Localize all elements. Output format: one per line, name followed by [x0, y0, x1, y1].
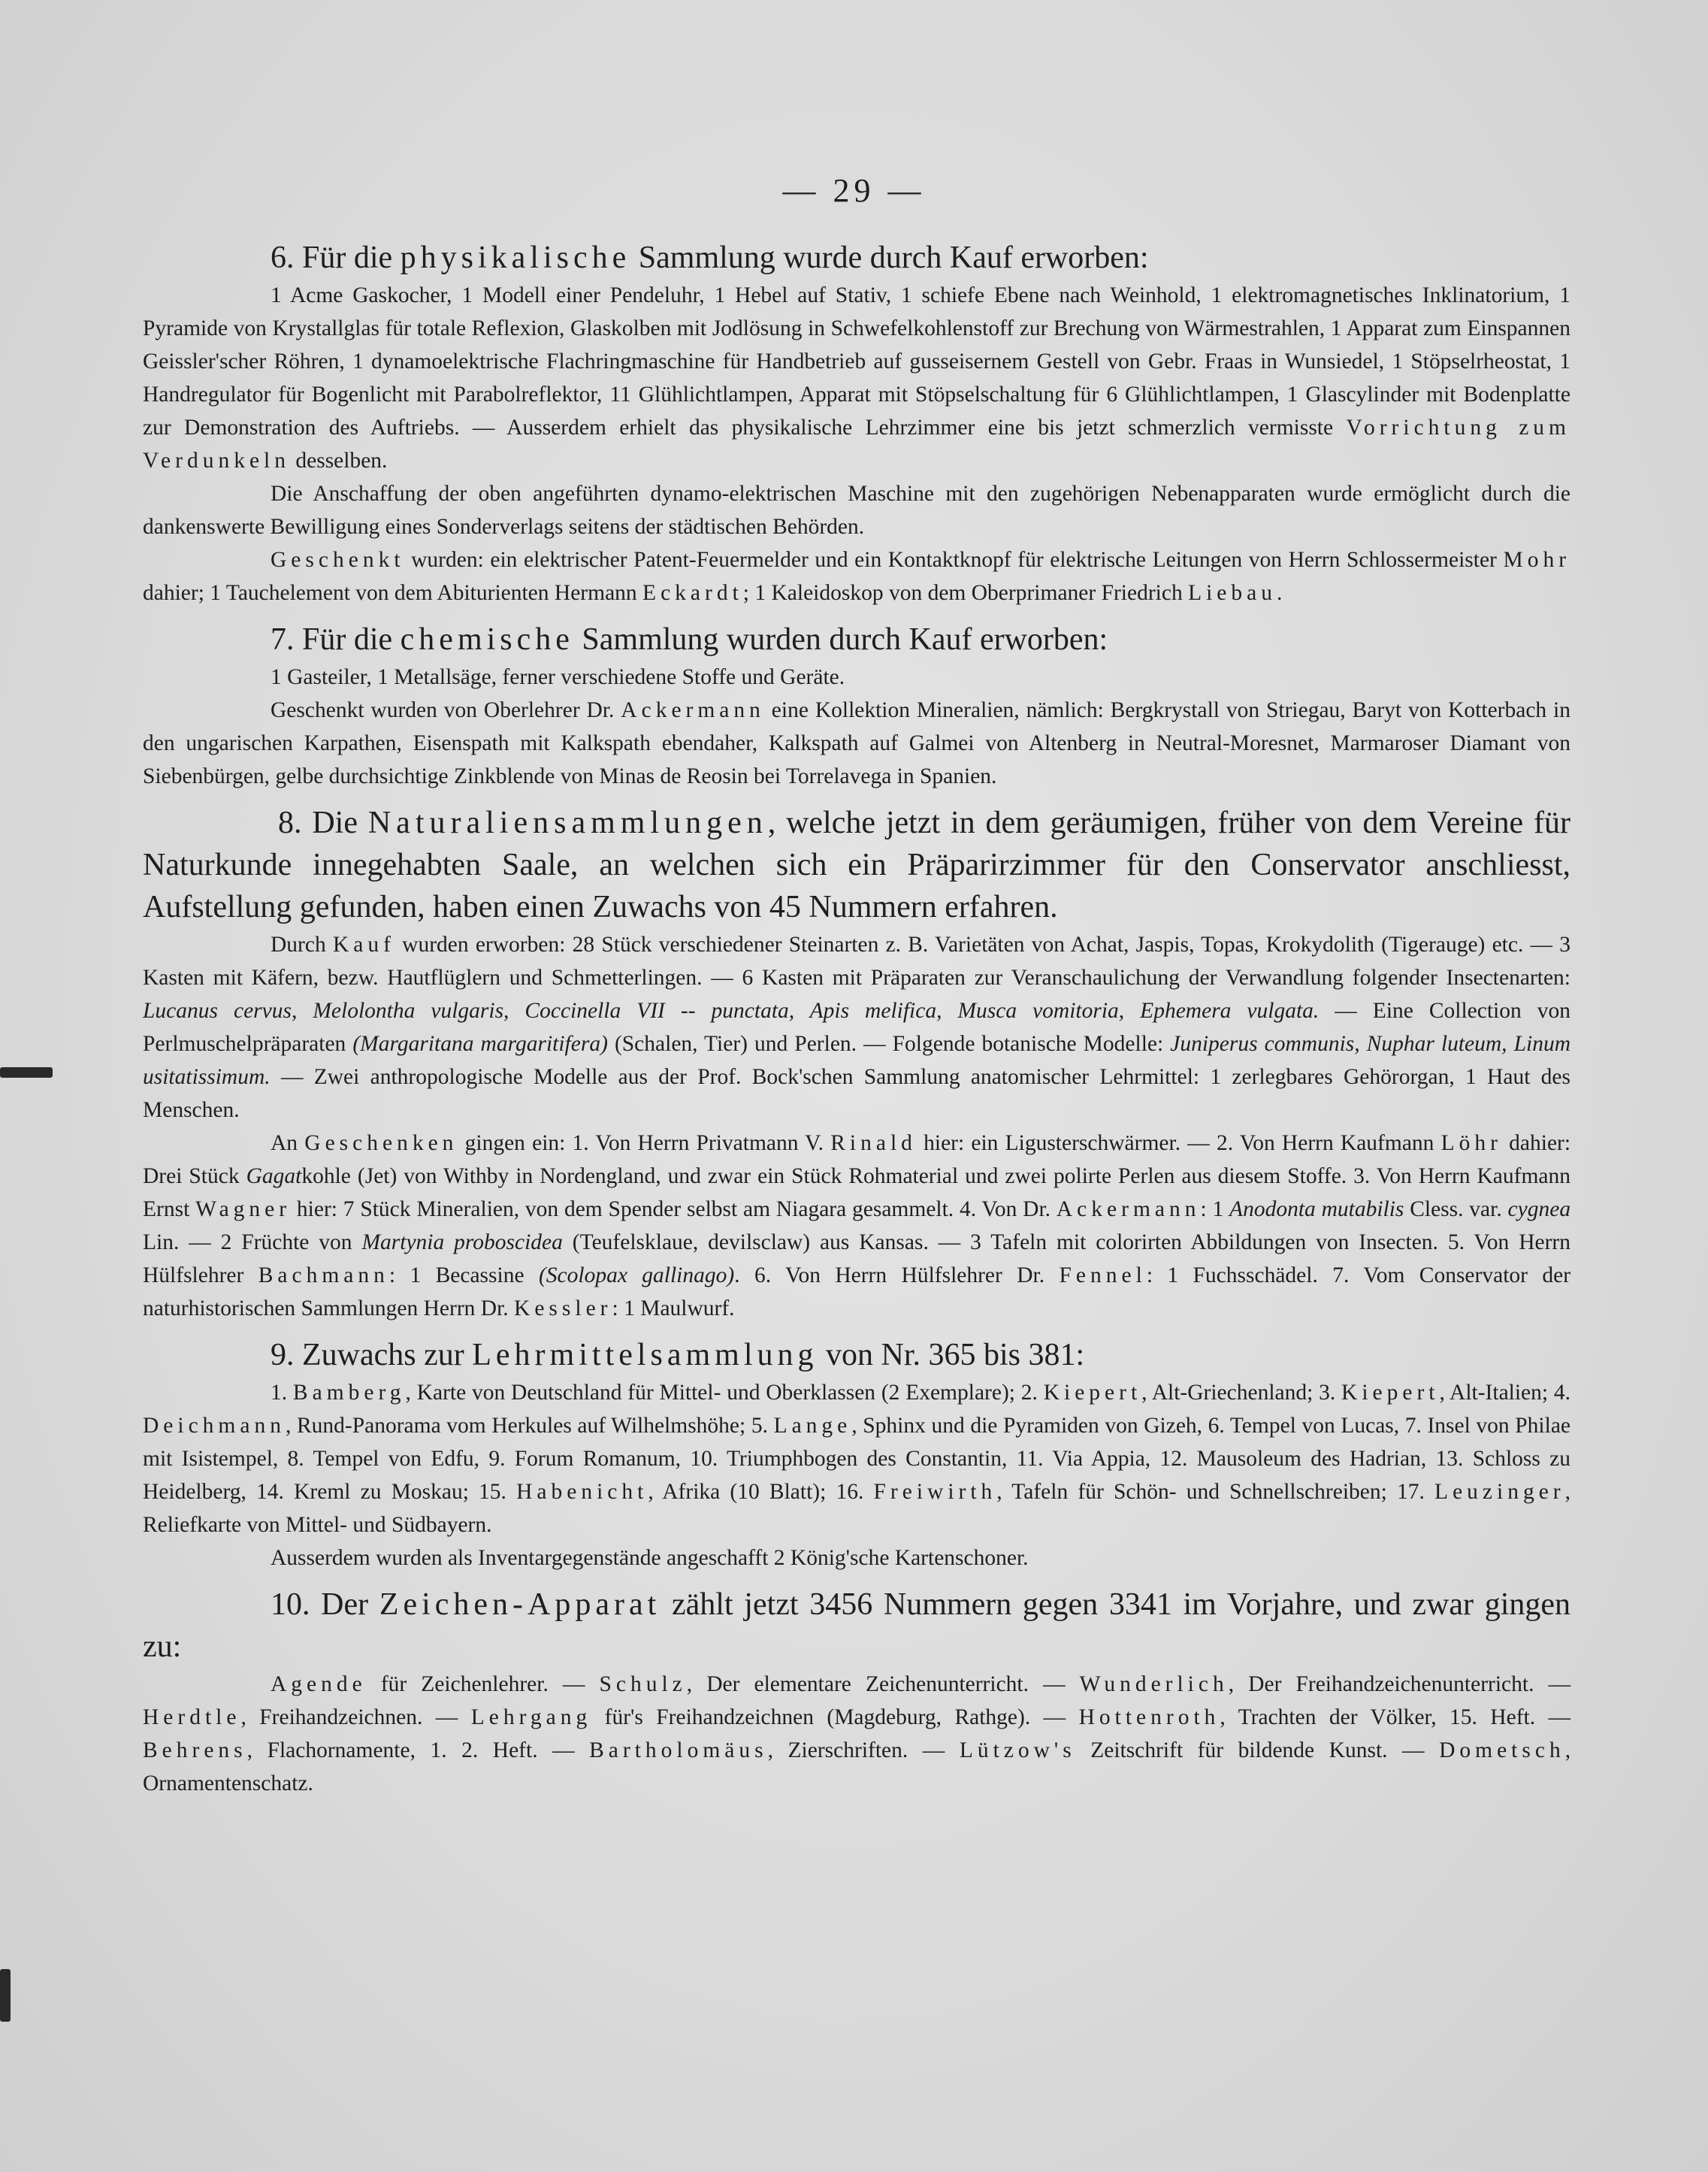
section-6-funding-note: Die Anschaffung der oben angeführten dynamo-elektrischen Maschine mit den zugehörigen Nebenapparaten wurde ermöglicht durch die dankenswerte Bewilligung eines Sonderverlags seitens der städtischen Behörden. — [143, 482, 1570, 539]
section-8-gifts: An Geschenken gingen ein: 1. Von Herrn Privatmann V. Rinald hier: ein Ligusterschwärmer. — 2. Von Herrn Kaufmann Löhr dahier: Drei Stück Gagatkohle (Jet) von Withby in Nordengland, und zwar ein Stück Rohmaterial und zwei polirte Perlen aus diesem Stoffe. 3. Von Herrn Kaufmann Ernst Wagner hier: 7 Stück Mineralien, von dem Spender selbst am Niagara gesammelt. 4. Von Dr. Ackermann: 1 Anodonta mutabilis Cless. var. cygnea Lin. — 2 Früchte von Martynia proboscidea (Teufelsklaue, devilsclaw) aus Kansas. — 3 Tafeln mit colorirten Abbildungen von Insecten. 5. Von Herrn Hülfslehrer Bachmann: 1 Becassine (Scolopax gallinago). 6. Von Herrn Hülfslehrer Dr. Fennel: 1 Fuchsschädel. 7. Vom Conservator der naturhistorischen Sammlungen Herrn Dr. Kessler: 1 Maulwurf. — [143, 1131, 1571, 1320]
section-9-note: Ausserdem wurden als Inventargegenstände angeschafft 2 König'sche Kartenschoner. — [271, 1546, 1029, 1570]
scan-edge-mark-left — [0, 1067, 53, 1078]
section-7-purchases: 1 Gasteiler, 1 Metallsäge, ferner verschiedene Stoffe und Geräte. — [271, 665, 845, 689]
section-6-gifts: Geschenkt wurden: ein elektrischer Patent-Feuermelder und ein Kontaktknopf für elektrische Leitungen von Herrn Schlossermeister Mohr dahier; 1 Tauchelement von dem Abiturienten Hermann Eckardt; 1 Kaleidoskop von dem Oberprimaner Friedrich Liebau. — [143, 548, 1571, 605]
section-7-gifts: Geschenkt wurden von Oberlehrer Dr. Ackermann eine Kollektion Mineralien, nämlich: Bergkrystall von Striegau, Baryt von Kotterbach in den ungarischen Karpathen, Eisenspath mit Kalkspath ebendaher, Kalkspath auf Galmei von Altenberg in Neutral-Moresnet, Marmaroser Diamant von Siebenbürgen, gelbe durchsichtige Zinkblende von Minas de Reosin bei Torrelavega in Spanien. — [143, 698, 1571, 788]
section-9-list: 1. Bamberg, Karte von Deutschland für Mittel- und Oberklassen (2 Exemplare); 2. Kiepert, Alt-Griechenland; 3. Kiepert, Alt-Italien; 4. Deichmann, Rund-Panorama vom Herkules auf Wilhelmshöhe; 5. Lange, Sphinx und die Pyramiden von Gizeh, 6. Tempel von Lucas, 7. Insel von Philae mit Isistempel, 8. Tempel von Edfu, 9. Forum Romanum, 10. Triumphbogen des Constantin, 11. Via Appia, 12. Mausoleum des Hadrian, 13. Schloss zu Heidelberg, 14. Kreml zu Moskau; 15. Habenicht, Afrika (10 Blatt); 16. Freiwirth, Tafeln für Schön- und Schnellschreiben; 17. Leuzinger, Reliefkarte von Mittel- und Südbayern. — [143, 1381, 1571, 1537]
section-10-list: Agende für Zeichenlehrer. — Schulz, Der elementare Zeichenunterricht. — Wunderlich, Der Freihandzeichenunterricht. — Herdtle, Freihandzeichnen. — Lehrgang für's Freihandzeichnen (Magdeburg, Rathge). — Hottenroth, Trachten der Völker, 15. Heft. — Behrens, Flachornamente, 1. 2. Heft. — Bartholomäus, Zierschriften. — Lützow's Zeitschrift für bildende Kunst. — Dometsch, Ornamentenschatz. — [143, 1672, 1571, 1795]
section-9-heading: 9. Zuwachs zur Lehrmittelsammlung von Nr. 365 bis 381: — [271, 1338, 1085, 1372]
section-6-purchases: 1 Acme Gaskocher, 1 Modell einer Pendeluhr, 1 Hebel auf Stativ, 1 schiefe Ebene nach Weinhold, 1 elektromagnetisches Inklinatorium, 1 Pyramide von Krystallglas für totale Reflexion, Glaskolben mit Jodlösung in Schwefelkohlenstoff zur Brechung von Wärmestrahlen, 1 Apparat zum Einspannen Geissler'scher Röhren, 1 dynamoelektrische Flachringmaschine für Handbetrieb auf gusseisernem Gestell von Gebr. Fraas in Wunsiedel, 1 Stöpselrheostat, 1 Handregulator für Bogenlicht mit Parabolreflektor, 11 Glühlichtlampen, Apparat mit Stöpselschaltung für 6 Glühlichtlampen, 1 Glascylinder mit Bodenplatte zur Demonstration des Auftriebs. — Ausserdem erhielt das physikalische Lehrzimmer eine bis jetzt schmerzlich vermisste Vorrichtung zum Verdunkeln desselben. — [143, 283, 1571, 473]
page-number: — 29 — — [782, 172, 926, 209]
section-7-heading: 7. Für die chemische Sammlung wurden durch Kauf erworben: — [271, 622, 1108, 657]
section-8-purchases: Durch Kauf wurden erworben: 28 Stück verschiedener Steinarten z. B. Varietäten von Achat, Jaspis, Topas, Krokydolith (Tigerauge) etc. — 3 Kasten mit Käfern, bezw. Hautflüglern und Schmetterlingen. — 6 Kasten mit Präparaten zur Veranschaulichung der Verwandlung folgender Insectenarten: Lucanus cervus, Melolontha vulgaris, Coccinella VII -- punctata, Apis melifica, Musca vomitoria, Ephemera vulgata. — Eine Collection von Perlmuschelpräparaten (Margaritana margaritifera) (Schalen, Tier) und Perlen. — Folgende botanische Modelle: Juniperus communis, Nuphar luteum, Linum usitatissimum. — Zwei anthropologische Modelle aus der Prof. Bock'schen Sammlung anatomischer Lehrmittel: 1 zerlegbares Gehörorgan, 1 Haut des Menschen. — [143, 933, 1571, 1122]
section-6-heading: 6. Für die physikalische Sammlung wurde durch Kauf erworben: — [271, 240, 1149, 275]
section-8-heading: 8. Die Naturaliensammlungen, welche jetzt in dem geräumigen, früher von dem Vereine für Naturkunde innegehabten Saale, an welchen sich ein Präparirzimmer für den Conservator anschliesst, Aufstellung gefunden, haben einen Zuwachs von 45 Nummern erfahren. — [143, 806, 1570, 924]
scan-edge-mark-bottom — [0, 1969, 11, 2022]
page-body — [143, 237, 1570, 1800]
section-10-heading: 10. Der Zeichen-Apparat zählt jetzt 3456 Nummern gegen 3341 im Vorjahre, und zwar gingen zu: — [143, 1587, 1571, 1664]
